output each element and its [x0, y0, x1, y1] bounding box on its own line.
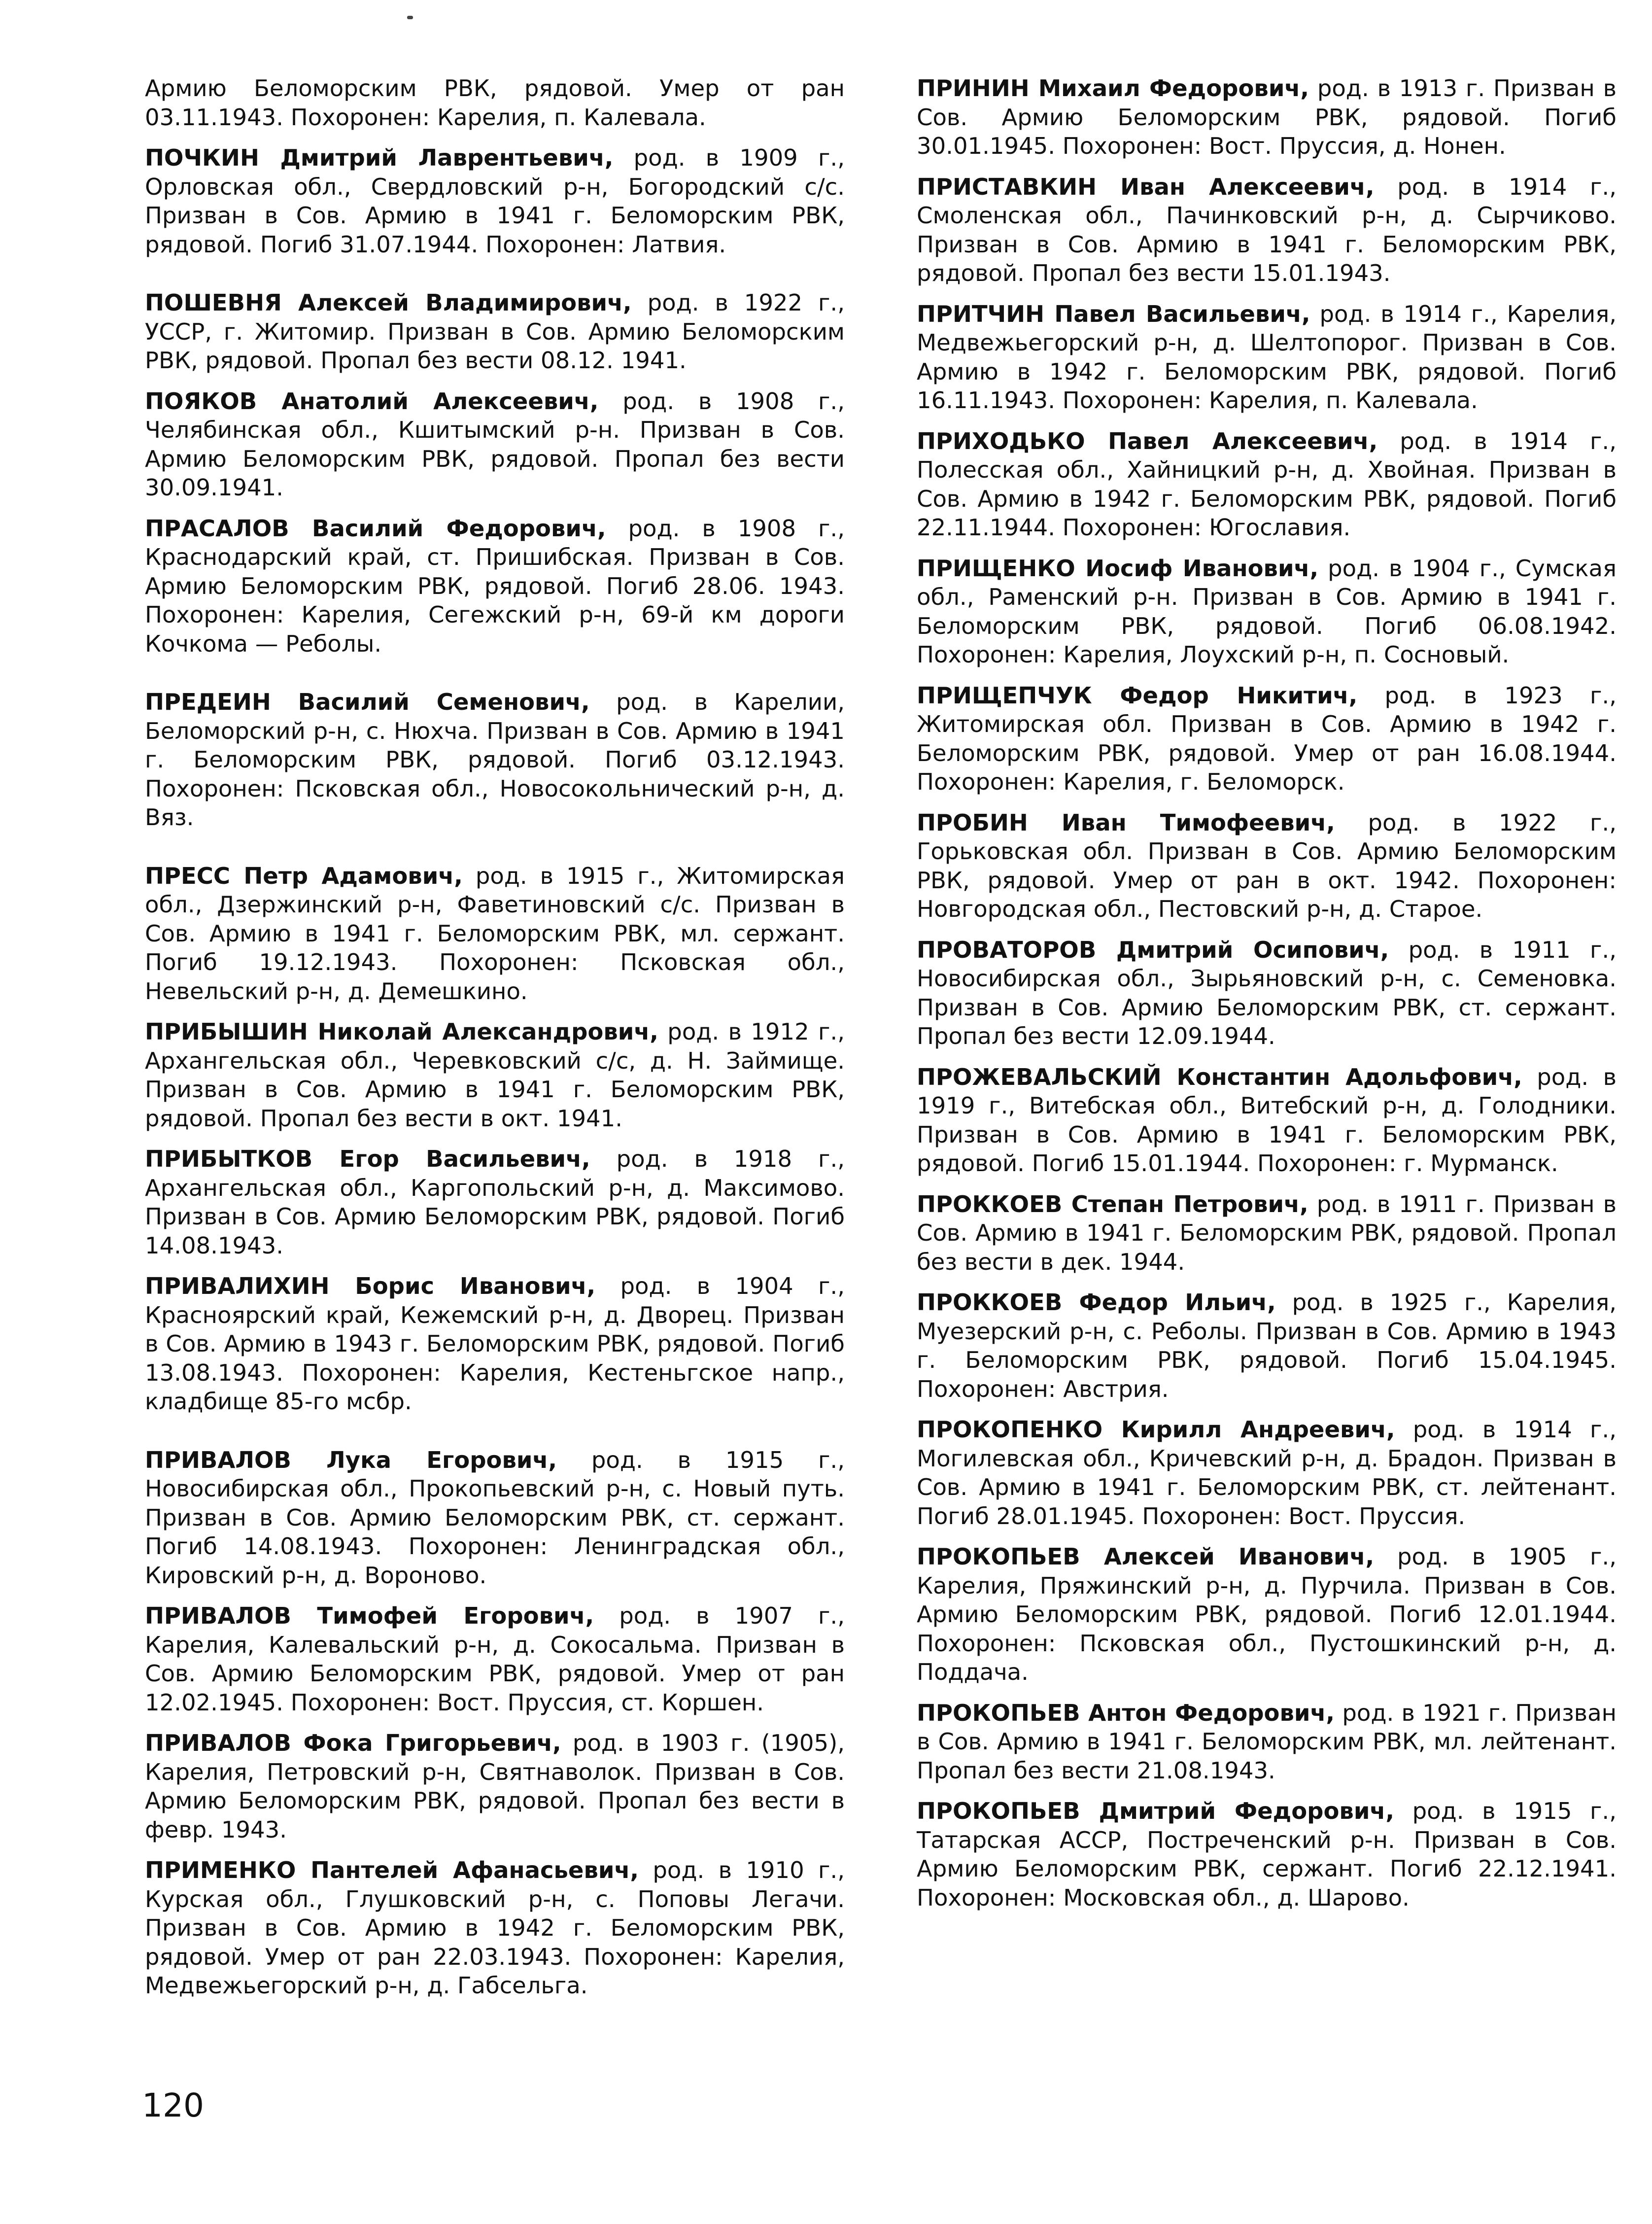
entry-name: ПРАСАЛОВ Василий Федорович,: [145, 515, 606, 542]
entry-name: ПОЯКОВ Анатолий Алексеевич,: [145, 387, 599, 415]
entry-name: ПРОККОЕВ Степан Петрович,: [917, 1190, 1308, 1217]
entry-text: род. в 1908 г., Краснодарский край, ст. Пришибская. Призван в Сов. Армию Беломорским РВК, рядовой. Погиб 28.06. 1943. Похоронен: Карелия, Сегежский р-н, 69-й км дороги Кочкома — Реболы.: [145, 515, 845, 657]
entry-name: ПРИЩЕНКО Иосиф Иванович,: [917, 555, 1319, 582]
entry-text: род. в 1923 г., Житомирская обл. Призван в Сов. Армию в 1942 г. Беломорским РВК, рядовой. Умер от ран 16.08.1944. Похоронен: Карелия, г. Беломорск.: [917, 682, 1617, 795]
entry: [917, 427, 1617, 542]
entry: [145, 143, 845, 259]
entry: [917, 1063, 1617, 1178]
entry: [145, 1729, 845, 1844]
entry-name: ПРИСТАВКИН Иван Алексеевич,: [917, 173, 1375, 200]
entry: [917, 173, 1617, 288]
entry-name: ПРОККОЕВ Федор Ильич,: [917, 1289, 1276, 1316]
entry-name: ПРОКОПЬЕВ Дмитрий Федорович,: [917, 1798, 1395, 1824]
entry-text: род. в 1918 г., Архангельская обл., Каргопольский р-н, д. Максимово. Призван в Сов. Армию Беломорским РВК, рядовой. Погиб 14.08.1943.: [145, 1146, 845, 1259]
entry: [145, 74, 845, 132]
entry: [917, 1288, 1617, 1403]
entry-name: ПРИБЫШИН Николай Александрович,: [145, 1018, 658, 1045]
entry-name: ПРИВАЛИХИН Борис Иванович,: [145, 1273, 596, 1299]
entry-text: род. в 1921 г. Призван в Сов. Армию в 1941 г. Беломорским РВК, мл. лейтенант. Пропал без вести 21.08.1943.: [917, 1699, 1617, 1784]
entry-text: род. в 1919 г., Витебская обл., Витебский р-н, д. Голодники. Призван в Сов. Армию в 1941 г. Беломорским РВК, рядовой. Погиб 15.01.1944. Похоронен: г. Мурманск.: [917, 1063, 1617, 1177]
entry: [917, 936, 1617, 1051]
entry: [145, 1601, 845, 1717]
entry-name: ПОШЕВНЯ Алексей Владимирович,: [145, 289, 632, 316]
entry: [145, 1017, 845, 1133]
entry-name: ПРОКОПЬЕВ Антон Федорович,: [917, 1699, 1335, 1726]
entry-text: род. в 1915 г., Татарская АССР, Постреченский р-н. Призван в Сов. Армию Беломорским РВК, сержант. Погиб 22.12.1941. Похоронен: Московская обл., д. Шарово.: [917, 1798, 1617, 1911]
entry-name: ПОЧКИН Дмитрий Лаврентьевич,: [145, 144, 614, 171]
entry-text: род. в 1910 г., Курская обл., Глушковский р-н, с. Поповы Легачи. Призван в Сов. Армию в 1942 г. Беломорским РВК, рядовой. Умер от ран 22.03.1943. Похоронен: Карелия, Медвежьегорский р-н, д. Габсельга.: [145, 1857, 845, 1999]
entry: [917, 74, 1617, 161]
entry-text: род. в 1907 г., Карелия, Калевальский р-н, д. Сокосальма. Призван в Сов. Армию Беломорским РВК, рядовой. Умер от ран 12.02.1945. Похоронен: Вост. Пруссия, ст. Коршен.: [145, 1602, 845, 1716]
entry-text: род. в 1903 г. (1905), Карелия, Петровский р-н, Святнаволок. Призван в Сов. Армию Беломорским РВК, рядовой. Пропал без вести в февр. 1943.: [145, 1730, 845, 1843]
entry-text: род. в 1904 г., Сумская обл., Раменский р-н. Призван в Сов. Армию в 1941 г. Беломорским РВК, рядовой. Погиб 06.08.1942. Похоронен: Карелия, Лоухский р-н, п. Сосновый.: [917, 555, 1617, 668]
entry-name: ПРЕСС Петр Адамович,: [145, 862, 463, 889]
entry-text: род. в 1911 г. Призван в Сов. Армию в 1941 г. Беломорским РВК, рядовой. Пропал без вести в дек. 1944.: [917, 1190, 1617, 1275]
entry-name: ПРИЩЕПЧУК Федор Никитич,: [917, 682, 1358, 709]
entry: [145, 514, 845, 659]
entry-text: род. в Карелии, Беломорский р-н, с. Нюхча. Призван в Сов. Армию в 1941 г. Беломорским РВК, рядовой. Погиб 03.12.1943. Похоронен: Псковская обл., Новосокольнический р-н, д. Вяз.: [145, 689, 845, 831]
entry: [917, 1542, 1617, 1687]
entry-text: род. в 1912 г., Архангельская обл., Черевковский с/с, д. Н. Займище. Призван в Сов. Армию в 1941 г. Беломорским РВК, рядовой. Пропал без вести в окт. 1941.: [145, 1018, 845, 1132]
entry: [917, 1699, 1617, 1785]
entry-name: ПРИХОДЬКО Павел Алексеевич,: [917, 427, 1378, 454]
entry-name: ПРИТЧИН Павел Васильевич,: [917, 300, 1310, 327]
entry-name: ПРИМЕНКО Пантелей Афанасьевич,: [145, 1857, 639, 1883]
entry-text: род. в 1911 г., Новосибирская обл., Зырьяновский р-н, с. Семеновка. Призван в Сов. Армию Беломорским РВК, ст. сержант. Пропал без вести 12.09.1944.: [917, 936, 1617, 1049]
entry: [917, 300, 1617, 415]
entry-text: род. в 1915 г., Новосибирская обл., Прокопьевский р-н, с. Новый путь. Призван в Сов. Армию Беломорским РВК, ст. сержант. Погиб 14.08.1943. Похоронен: Ленинградская обл., Кировский р-н, д. Вороново.: [145, 1446, 845, 1589]
entry-name: ПРОЖЕВАЛЬСКИЙ Константин Адольфович,: [917, 1063, 1522, 1090]
entry: [145, 688, 845, 832]
entry-name: ПРИВАЛОВ Лука Егорович,: [145, 1446, 557, 1473]
entry: [917, 554, 1617, 669]
entry-name: ПРОКОПЕНКО Кирилл Андреевич,: [917, 1416, 1395, 1443]
left-column: [145, 74, 845, 2012]
print-speck: [407, 16, 413, 19]
entry-name: ПРОБИН Иван Тимофеевич,: [917, 809, 1335, 836]
entry-name: ПРОКОПЬЕВ Алексей Иванович,: [917, 1543, 1375, 1570]
entry-text: Армию Беломорским РВК, рядовой. Умер от ран 03.11.1943. Похоронен: Карелия, п. Калевала.: [145, 75, 845, 131]
entry: [145, 387, 845, 502]
entry: [145, 862, 845, 1006]
entry: [917, 1190, 1617, 1277]
entry-text: род. в 1925 г., Карелия, Муезерский р-н, с. Реболы. Призван в Сов. Армию в 1943 г. Беломорским РВК, рядовой. Погиб 15.04.1945. Похоронен: Австрия.: [917, 1289, 1617, 1402]
page-number: 120: [142, 2086, 204, 2124]
entry: [145, 288, 845, 375]
entry-text: род. в 1905 г., Карелия, Пряжинский р-н, д. Пурчила. Призван в Сов. Армию Беломорским РВК, рядовой. Погиб 12.01.1944. Похоронен: Псковская обл., Пустошкинский р-н, д. Поддача.: [917, 1543, 1617, 1685]
entry-text: род. в 1909 г., Орловская обл., Свердловский р-н, Богородский с/с. Призван в Сов. Армию в 1941 г. Беломорским РВК, рядовой. Погиб 31.07.1944. Похоронен: Латвия.: [145, 144, 845, 258]
entry-name: ПРОВАТОРОВ Дмитрий Осипович,: [917, 936, 1389, 963]
entry-text: род. в 1904 г., Красноярский край, Кежемский р-н, д. Дворец. Призван в Сов. Армию в 1943 г. Беломорским РВК, рядовой. Погиб 13.08.1943. Похоронен: Карелия, Кестеньгское напр., кладбище 85-го мсбр.: [145, 1273, 845, 1415]
entry-text: род. в 1914 г., Карелия, Медвежьегорский р-н, д. Шелтопорог. Призван в Сов. Армию в 1942 г. Беломорским РВК, рядовой. Погиб 16.11.1943. Похоронен: Карелия, п. Калевала.: [917, 300, 1617, 414]
entry-text: род. в 1922 г., УССР, г. Житомир. Призван в Сов. Армию Беломорским РВК, рядовой. Пропал без вести 08.12. 1941.: [145, 289, 845, 374]
entry-text: род. в 1908 г., Челябинская обл., Кшитымский р-н. Призван в Сов. Армию Беломорским РВК, рядовой. Пропал без вести 30.09.1941.: [145, 387, 845, 501]
entry-name: ПРИНИН Михаил Федорович,: [917, 75, 1309, 102]
entry: [917, 808, 1617, 924]
entry-text: род. в 1914 г., Могилевская обл., Кричевский р-н, д. Брадон. Призван в Сов. Армию в 1941 г. Беломорским РВК, ст. лейтенант. Погиб 28.01.1945. Похоронен: Вост. Пруссия.: [917, 1416, 1617, 1529]
entry-text: род. в 1915 г., Житомирская обл., Дзержинский р-н, Фаветиновский с/с. Призван в Сов. Армию в 1941 г. Беломорским РВК, мл. сержант. Погиб 19.12.1943. Похоронен: Псковская обл., Невельский р-н, д. Демешкино.: [145, 862, 845, 1005]
entry: [917, 1797, 1617, 1912]
entry-name: ПРИВАЛОВ Тимофей Егорович,: [145, 1602, 594, 1629]
entry: [917, 681, 1617, 797]
entry-text: род. в 1913 г. Призван в Сов. Армию Беломорским РВК, рядовой. Погиб 30.01.1945. Похоронен: Вост. Пруссия, д. Нонен.: [917, 75, 1617, 159]
entry-text: род. в 1914 г., Смоленская обл., Пачинковский р-н, д. Сырчиково. Призван в Сов. Армию в 1941 г. Беломорским РВК, рядовой. Пропал без вести 15.01.1943.: [917, 173, 1617, 286]
entry-name: ПРЕДЕИН Василий Семенович,: [145, 689, 590, 715]
entry-text: род. в 1914 г., Полесская обл., Хайницкий р-н, д. Хвойная. Призван в Сов. Армию в 1942 г. Беломорским РВК, рядовой. Погиб 22.11.1944. Похоронен: Югославия.: [917, 427, 1617, 541]
entry: [145, 1272, 845, 1416]
entry-text: род. в 1922 г., Горьковская обл. Призван в Сов. Армию Беломорским РВК, рядовой. Умер от ран в окт. 1942. Похоронен: Новгородская обл., Пестовский р-н, д. Старое.: [917, 809, 1617, 922]
entry-name: ПРИБЫТКОВ Егор Васильевич,: [145, 1146, 590, 1172]
entry: [145, 1145, 845, 1260]
entry: [145, 1446, 845, 1590]
entry: [917, 1415, 1617, 1530]
right-column: [917, 74, 1617, 1924]
entry: [145, 1856, 845, 2000]
entry-name: ПРИВАЛОВ Фока Григорьевич,: [145, 1730, 561, 1756]
